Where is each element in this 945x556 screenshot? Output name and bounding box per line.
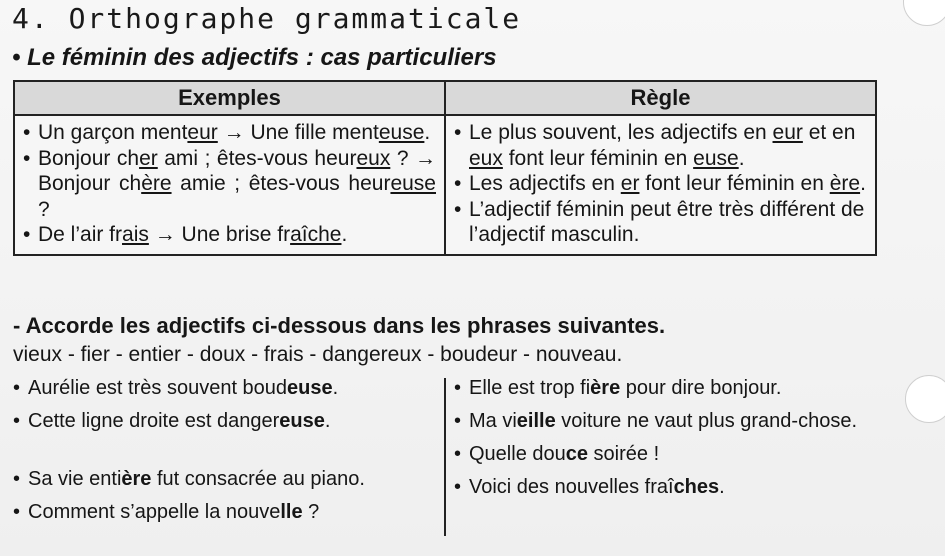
example-item — [23, 222, 436, 248]
example-text: Bonjour cher ami ; êtes-vous heureux ? → Bonjour chère amie ; êtes-vous heureuse ? — [38, 146, 436, 221]
example-text: Un garçon menteur → Une fille menteuse. — [38, 121, 431, 144]
bullet: • — [454, 410, 462, 432]
bullet: • — [454, 377, 462, 399]
punch-hole-bottom — [905, 375, 945, 423]
exercise-sentences — [13, 376, 893, 541]
exercise-sentence: • Sa vie entière fut consacrée au piano. — [13, 468, 365, 490]
exercise-sentence: • Ma vieille voiture ne vaut plus grand-chose. — [454, 410, 858, 432]
bullet: • — [454, 476, 462, 498]
bullet: • — [454, 443, 462, 465]
exercise-column-left — [13, 376, 443, 525]
section-title: 4. Orthographe grammaticale — [12, 2, 522, 35]
bullet: • — [23, 146, 31, 170]
filled-answer: ches — [673, 476, 720, 498]
bullet: • — [13, 377, 21, 399]
filled-answer: euse — [279, 410, 325, 432]
rule-text: L’adjectif féminin peut être très différent de l’adjectif masculin. — [469, 197, 865, 246]
bullet: • — [23, 223, 31, 246]
column-divider — [444, 378, 446, 536]
filled-answer: euse — [287, 377, 333, 399]
exercise-sentence: • Aurélie est très souvent boudeuse. — [13, 377, 339, 399]
bullet: • — [13, 501, 21, 523]
exercise-column-right — [454, 376, 894, 500]
bullet: • — [454, 121, 462, 144]
bullet: • — [13, 468, 21, 490]
bullet: • — [454, 197, 462, 221]
rule-text: Le plus souvent, les adjectifs en eur et en eux font leur féminin en euse. — [469, 121, 856, 170]
header-rule: Règle — [445, 81, 876, 115]
filled-answer: ère — [121, 468, 152, 490]
table-row — [14, 115, 876, 255]
bullet: • — [13, 410, 21, 432]
example-text: De l’air frais → Une brise fraîche. — [38, 223, 348, 246]
rules-table — [13, 80, 877, 256]
filled-answer: ère — [590, 377, 621, 399]
exercise-sentence: • Cette ligne droite est dangereuse. — [13, 410, 331, 432]
adjective-word-list: vieux - fier - entier - doux - frais - dangereux - boudeur - nouveau. — [13, 343, 623, 366]
filled-answer: ce — [565, 443, 588, 465]
bullet: • — [454, 172, 462, 195]
exercise-sentence: • Voici des nouvelles fraîches. — [454, 476, 725, 498]
exercise-sentence: • Comment s’appelle la nouvelle ? — [13, 501, 320, 523]
exercise-instruction: - Accorde les adjectifs ci-dessous dans les phrases suivantes. — [13, 313, 666, 338]
rules-cell — [445, 115, 876, 255]
example-item — [23, 146, 436, 223]
exercise-sentence: • Elle est trop fière pour dire bonjour. — [454, 377, 782, 399]
table-header-row — [14, 81, 876, 115]
examples-cell — [14, 115, 445, 255]
header-examples: Exemples — [14, 81, 445, 115]
bullet: • — [23, 121, 31, 144]
lesson-subtitle: • Le féminin des adjectifs : cas particuliers — [12, 44, 497, 71]
filled-answer: lle — [280, 501, 303, 523]
exercise-sentence: • Quelle douce soirée ! — [454, 443, 660, 465]
rule-item — [454, 120, 867, 171]
example-item — [23, 120, 436, 146]
rule-item — [454, 171, 867, 197]
rule-item — [454, 197, 867, 248]
rule-text: Les adjectifs en er font leur féminin en ère. — [469, 172, 866, 195]
filled-answer: eille — [516, 410, 556, 432]
